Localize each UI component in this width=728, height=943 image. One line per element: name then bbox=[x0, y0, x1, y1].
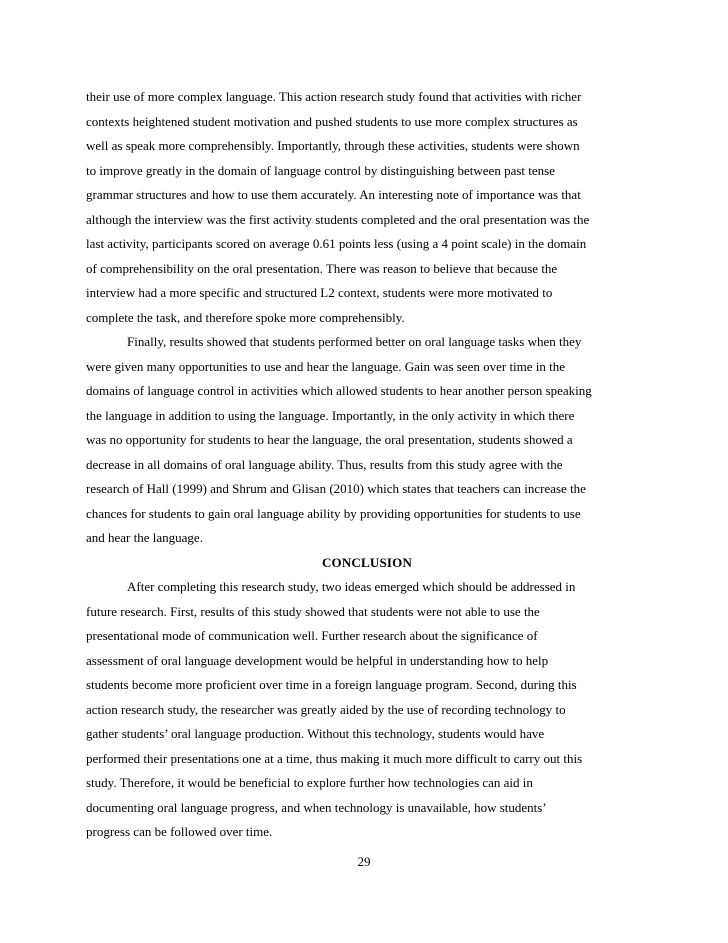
text-line: their use of more complex language. This action research study found that activities with richer bbox=[86, 89, 582, 104]
text-line: decrease in all domains of oral language ability. Thus, results from this study agree with the bbox=[86, 456, 563, 472]
text-line: well as speak more comprehensibly. Importantly, through these activities, students were shown bbox=[86, 138, 580, 153]
text-line: action research study, the researcher was greatly aided by the use of recording technology to bbox=[86, 701, 566, 717]
text-line: of comprehensibility on the oral presentation. There was reason to believe that because the bbox=[86, 260, 558, 276]
text-line: and hear the language. bbox=[86, 530, 203, 545]
text-line: contexts heightened student motivation and pushed students to use more complex structures as bbox=[86, 113, 578, 129]
text-line: study. Therefore, it would be beneficial to explore further how technologies can aid in bbox=[86, 775, 533, 790]
text-line: Finally, results showed that students performed better on oral language tasks when they bbox=[127, 334, 582, 349]
text-line: complete the task, and therefore spoke more comprehensibly. bbox=[86, 309, 405, 325]
paragraph-3 bbox=[86, 575, 648, 845]
text-line: was no opportunity for students to hear the language, the oral presentation, students showed a bbox=[86, 432, 573, 447]
text-line: progress can be followed over time. bbox=[86, 824, 273, 839]
text-line: presentational mode of communication well. Further research about the significance of bbox=[86, 628, 538, 643]
text-line: interview had a more specific and structured L2 context, students were more motivated to bbox=[86, 285, 553, 300]
text-line: After completing this research study, two ideas emerged which should be addressed in bbox=[127, 579, 576, 594]
text-line: assessment of oral language development would be helpful in understanding how to help bbox=[86, 652, 549, 668]
text-line: documenting oral language progress, and when technology is unavailable, how students’ bbox=[86, 799, 547, 815]
text-line: were given many opportunities to use and hear the language. Gain was seen over time in the bbox=[86, 358, 566, 374]
text-line: future research. First, results of this study showed that students were not able to use the bbox=[86, 603, 540, 619]
text-line: research of Hall (1999) and Shrum and Glisan (2010) which states that teachers can increase the bbox=[86, 481, 586, 496]
text-line: grammar structures and how to use them accurately. An interesting note of importance was that bbox=[86, 187, 581, 202]
text-line: chances for students to gain oral language ability by providing opportunities for students to use bbox=[86, 505, 581, 521]
paragraph-1 bbox=[86, 85, 648, 330]
text-line: students become more proficient over time in a foreign language program. Second, during this bbox=[86, 677, 577, 692]
paragraph-2 bbox=[86, 330, 648, 551]
page-number: 29 bbox=[357, 854, 371, 869]
body-text bbox=[86, 85, 648, 845]
text-line: gather students’ oral language production. Without this technology, students would have bbox=[86, 726, 545, 741]
section-heading: CONCLUSION bbox=[321, 554, 413, 570]
text-line: performed their presentations one at a time, thus making it much more difficult to carry out this bbox=[86, 750, 583, 766]
text-line: to improve greatly in the domain of language control by distinguishing between past tense bbox=[86, 162, 555, 178]
text-line: domains of language control in activities which allowed students to hear another person speaking bbox=[86, 383, 592, 398]
text-line: although the interview was the first activity students completed and the oral presentation was the bbox=[86, 211, 590, 227]
text-line: the language in addition to using the language. Importantly, in the only activity in which there bbox=[86, 407, 575, 423]
text-line: last activity, participants scored on average 0.61 points less (using a 4 point scale) in the domain bbox=[86, 236, 587, 251]
